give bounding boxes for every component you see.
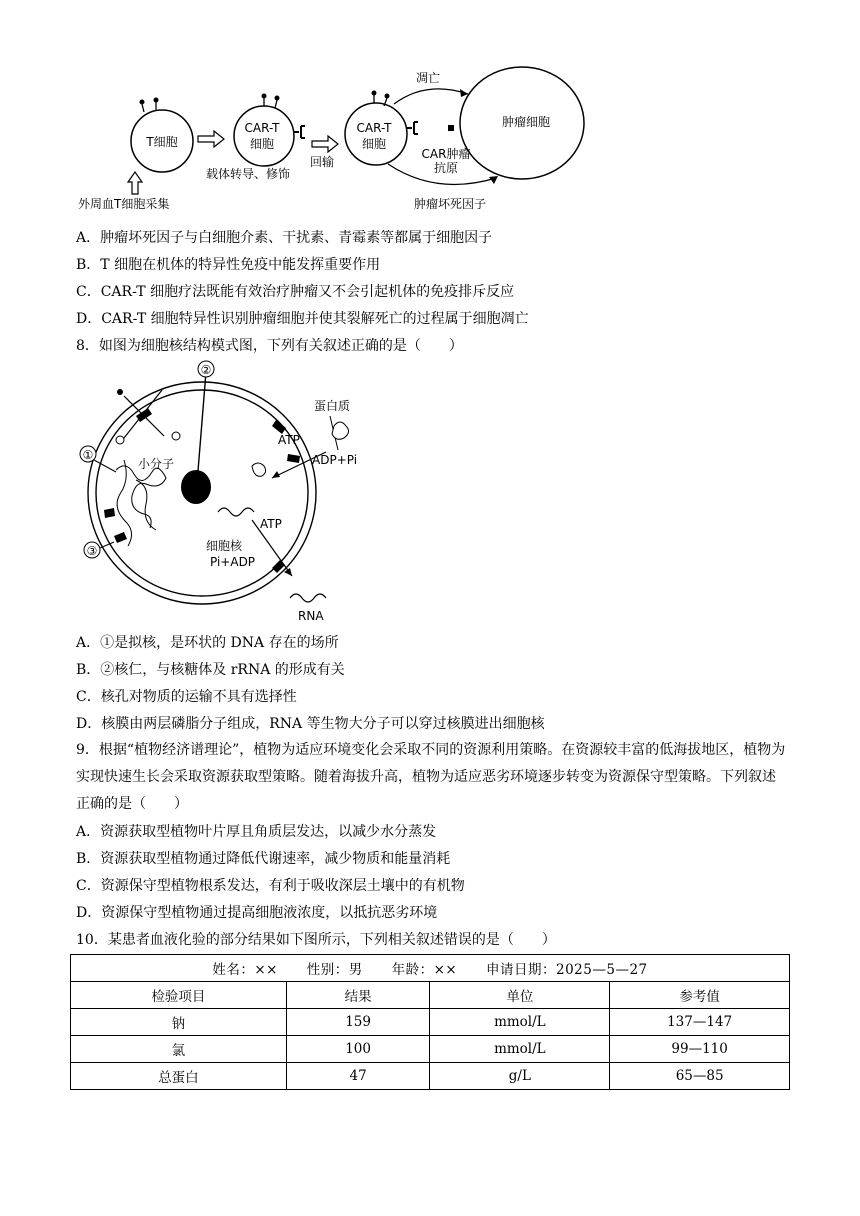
table-row	[71, 1009, 790, 1036]
cell-unit: g/L	[430, 1063, 610, 1090]
cell-reference: 137—147	[610, 1009, 790, 1036]
cell-item: 钠	[71, 1009, 287, 1036]
collect-label: 外周血T细胞采集	[78, 197, 170, 211]
table-row	[71, 1036, 790, 1063]
cell-unit: mmol/L	[430, 1036, 610, 1063]
col-reference: 参考值	[610, 982, 790, 1009]
rna-label: RNA	[298, 609, 324, 623]
q8-option-a: A．①是拟核，是环状的 DNA 存在的场所	[76, 635, 339, 651]
car-t-diagram	[76, 66, 596, 216]
q9-option-d: D．资源保守型植物通过提高细胞液浓度，以抵抗恶劣环境	[76, 905, 438, 921]
car-t-2-label-a: CAR-T	[356, 121, 392, 135]
atp-bottom-label: ATP	[260, 517, 282, 531]
return-label: 回输	[309, 155, 335, 169]
q8-option-c: C．核孔对物质的运输不具有选择性	[76, 689, 297, 705]
protein-label: 蛋白质	[314, 399, 351, 413]
car-t-2-label-b: 细胞	[361, 137, 387, 151]
pi-adp-label: Pi+ADP	[210, 555, 256, 569]
apoptosis-label: 凋亡	[415, 71, 441, 85]
q7-option-d: D．CAR-T 细胞特异性识别肿瘤细胞并使其裂解死亡的过程属于细胞凋亡	[76, 311, 529, 327]
q8-option-d: D．核膜由两层磷脂分子组成，RNA 等生物大分子可以穿过核膜进出细胞核	[76, 716, 545, 732]
tumor-cell-label: 肿瘤细胞	[501, 115, 551, 129]
car-antigen-label-2: 抗原	[433, 161, 459, 175]
q9-option-c: C．资源保守型植物根系发达，有利于吸收深层土壤中的有机物	[76, 878, 465, 894]
table-header-row	[71, 982, 790, 1009]
cell-reference: 99—110	[610, 1036, 790, 1063]
q8-option-b: B．②核仁，与核糖体及 rRNA 的形成有关	[76, 662, 345, 678]
car-t-cell-1	[234, 106, 294, 166]
cell-unit: mmol/L	[430, 1009, 610, 1036]
col-result: 结果	[286, 982, 430, 1009]
atp-top-label: ATP	[278, 433, 300, 447]
col-item: 检验项目	[71, 982, 287, 1009]
car-t-1-label-a: CAR-T	[244, 121, 280, 135]
small-molecule-label: 小分子	[138, 457, 175, 471]
q9-stem: 9．根据“植物经济谱理论”，植物为适应环境变化会采取不同的资源利用策略。在资源较丰富的低海拔地区，植物为实现快速生长会采取资源获取型策略。随着海拔升高，植物为适应恶劣环境逐步转变为资源保守型策略。下列叙述正确的是（ ）	[76, 742, 786, 812]
t-cell-label: T细胞	[146, 135, 178, 149]
nucleolus	[181, 470, 211, 504]
cell-result: 100	[286, 1036, 430, 1063]
q7-option-b: B．T 细胞在机体的特异性免疫中能发挥重要作用	[76, 257, 381, 273]
nucleus-label: 细胞核	[206, 539, 243, 553]
q7-option-a: A．肿瘤坏死因子与白细胞介素、干扰素、青霉素等都属于细胞因子	[76, 230, 493, 246]
cell-item: 氯	[71, 1036, 287, 1063]
tnf-label: 肿瘤坏死因子	[413, 197, 487, 211]
cell-reference: 65—85	[610, 1063, 790, 1090]
vector-label: 载体转导、修饰	[205, 167, 291, 181]
q10-stem: 10．某患者血液化验的部分结果如下图所示，下列相关叙述错误的是（ ）	[76, 932, 556, 948]
car-t-1-label-b: 细胞	[249, 137, 275, 151]
patient-sex: 性别：男	[306, 962, 363, 978]
cell-result: 159	[286, 1009, 430, 1036]
request-date: 申请日期：2025—5—27	[486, 962, 648, 978]
q7-option-c: C．CAR-T 细胞疗法既能有效治疗肿瘤又不会引起机体的免疫排斥反应	[76, 284, 515, 300]
cell-result: 47	[286, 1063, 430, 1090]
cell-item: 总蛋白	[71, 1063, 287, 1090]
q9-option-a: A．资源获取型植物叶片厚且角质层发达，以减少水分蒸发	[76, 824, 437, 840]
q8-stem: 8．如图为细胞核结构模式图，下列有关叙述正确的是（ ）	[76, 338, 463, 354]
table-row	[71, 1063, 790, 1090]
label-2: ②	[200, 363, 212, 377]
label-1: ①	[82, 448, 94, 462]
label-3: ③	[86, 544, 98, 558]
patient-age: 年龄：××	[391, 962, 458, 978]
nucleus-diagram	[76, 360, 406, 625]
patient-name: 姓名：××	[212, 962, 278, 978]
lab-results-table	[70, 954, 790, 1090]
col-unit: 单位	[430, 982, 610, 1009]
lab-info-row	[71, 955, 790, 982]
car-antigen-label-1: CAR肿瘤	[421, 147, 471, 161]
q9-option-b: B．资源获取型植物通过降低代谢速率，减少物质和能量消耗	[76, 851, 451, 867]
adp-pi-label: ADP+Pi	[312, 453, 358, 467]
